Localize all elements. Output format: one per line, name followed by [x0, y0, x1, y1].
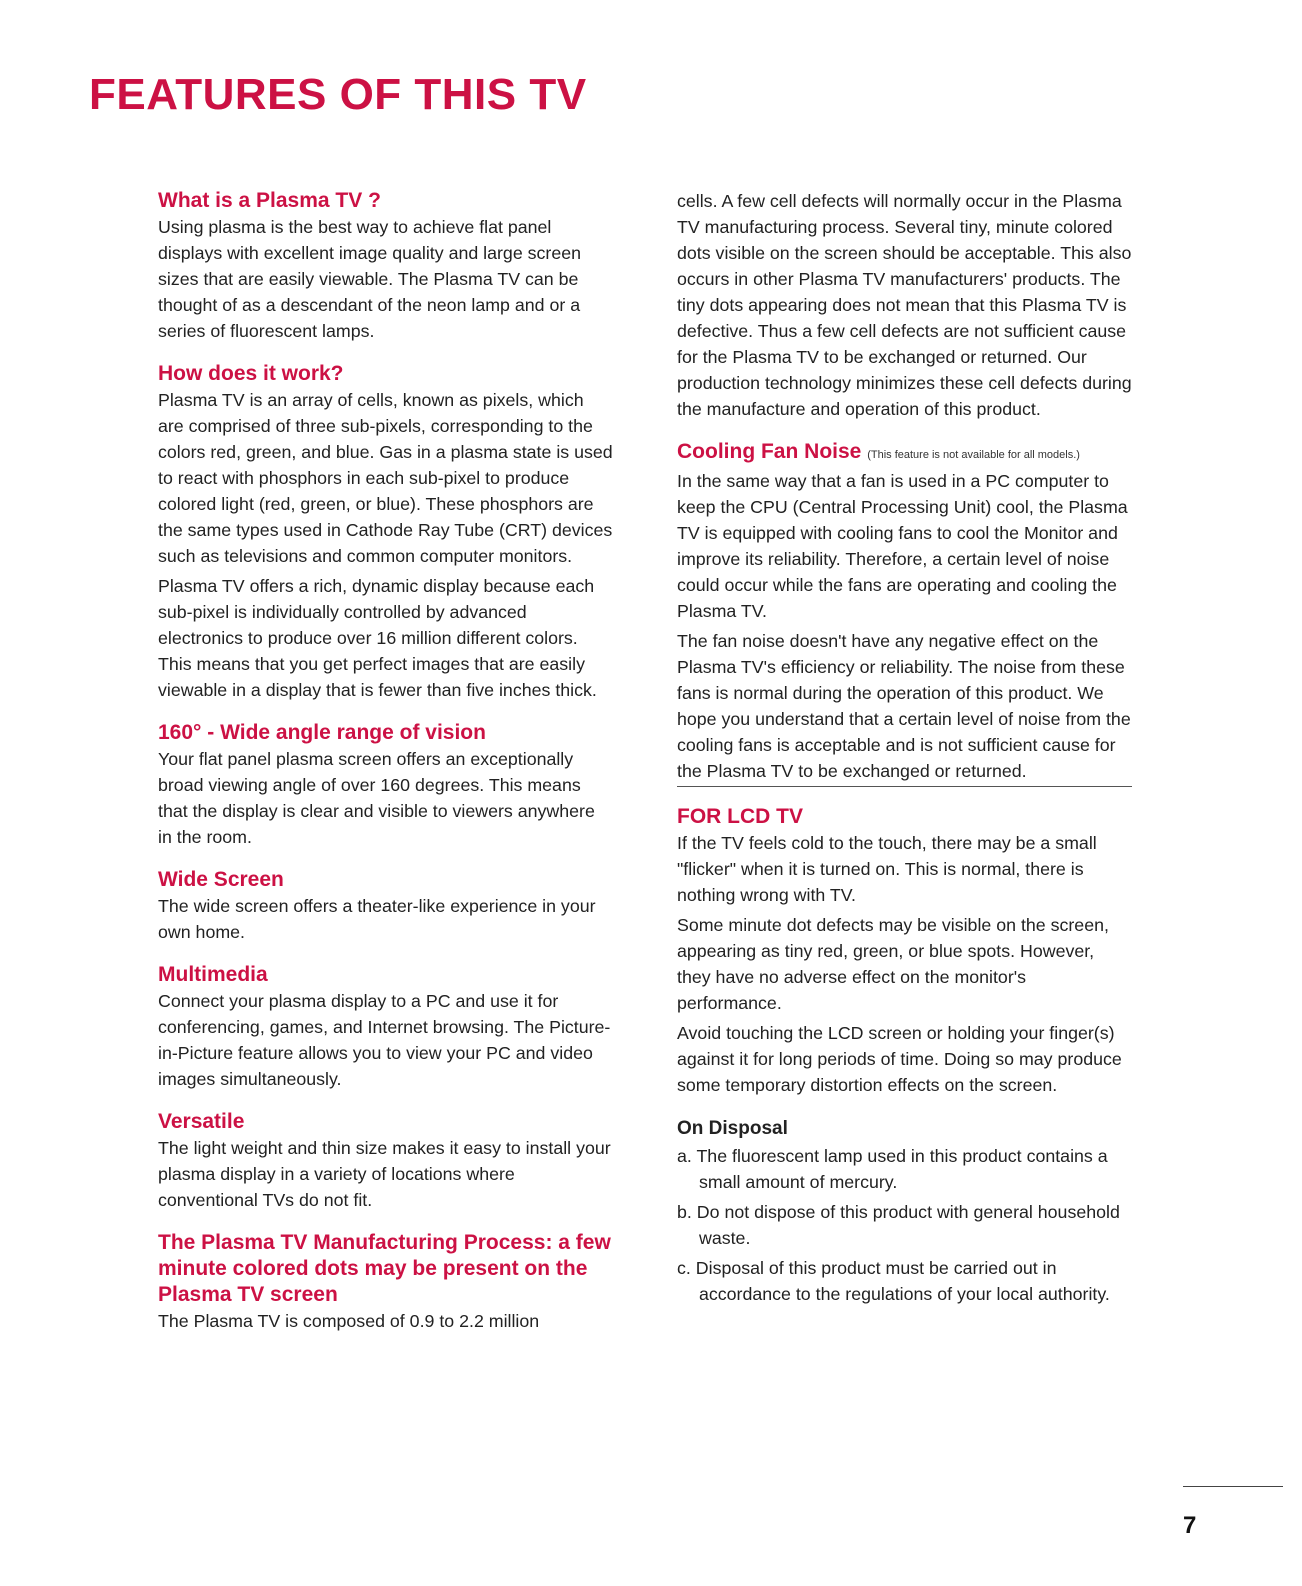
section-text: Connect your plasma display to a PC and use it for conferencing, games, and Internet browsing. The Picture-in-Picture feature allows you to view your PC and video images simultaneously. — [158, 991, 611, 1089]
section-text: Plasma TV is an array of cells, known as pixels, which are comprised of three sub-pixels, corresponding to the colors red, green, and blue. Gas in a plasma state is used to react with phosphors in each sub-pixel to produce colored light (red, green, or blue). These phosphors are the same types used in Cathode Ray Tube (CRT) devices such as televisions and common computer monitors. — [158, 390, 613, 566]
section-disposal — [677, 1115, 1132, 1307]
section-text: Plasma TV offers a rich, dynamic display because each sub-pixel is individually controlled by advanced electronics to produce over 16 million different colors. This means that you get perfect images that are easily viewable in a display that is fewer than five inches thick. — [158, 576, 597, 700]
section-heading: What is a Plasma TV ? — [158, 189, 381, 212]
section-text: Using plasma is the best way to achieve flat panel displays with excellent image quality and large screen sizes that are easily viewable. The Plasma TV can be thought of as a descendant of the neon lamp and or a series of fluorescent lamps. — [158, 217, 582, 341]
section-heading: FOR LCD TV — [677, 805, 803, 828]
section-text: The Plasma TV is composed of 0.9 to 2.2 million — [158, 1311, 540, 1331]
section-text: cells. A few cell defects will normally occur in the Plasma TV manufacturing process. Several tiny, minute colored dots visible on the screen should be acceptable. This also occurs in other Plasma TV manufacturers' products. The tiny dots appearing does not mean that this Plasma TV is defective. Thus a few cell defects are not sufficient cause for the Plasma TV to be exchanged or returned. Our production technology minimizes these cell defects during the manufacture and operation of this product. — [677, 191, 1132, 419]
section-heading: How does it work? — [158, 362, 344, 385]
section-text: Your flat panel plasma screen offers an exceptionally broad viewing angle of over 160 degrees. This means that the display is clear and visible to viewers anywhere in the room. — [158, 749, 595, 847]
section-manufacturing-continued — [677, 188, 1132, 422]
section-divider — [677, 786, 1132, 787]
left-column — [158, 188, 613, 1351]
section-text: Some minute dot defects may be visible on the screen, appearing as tiny red, green, or blue spots. However, they have no adverse effect on the monitor's performance. — [677, 915, 1109, 1013]
section-cooling-fan-noise — [677, 439, 1132, 787]
list-item: a. The fluorescent lamp used in this product contains a small amount of mercury. — [677, 1146, 1108, 1192]
section-multimedia — [158, 962, 613, 1092]
section-heading: 160° - Wide angle range of vision — [158, 721, 486, 744]
list-item: c. Disposal of this product must be carried out in accordance to the regulations of your local authority. — [677, 1258, 1110, 1304]
section-text: The light weight and thin size makes it easy to install your plasma display in a variety of locations where conventional TVs do not fit. — [158, 1138, 611, 1210]
section-heading: Versatile — [158, 1110, 245, 1133]
section-manufacturing-process — [158, 1230, 613, 1334]
section-heading: Multimedia — [158, 963, 268, 986]
right-column — [677, 188, 1132, 1324]
footer-rule — [1183, 1486, 1283, 1487]
list-item: b. Do not dispose of this product with general household waste. — [677, 1202, 1120, 1248]
section-wide-angle — [158, 720, 613, 850]
page-title: FEATURES OF THIS TV — [89, 70, 587, 119]
section-text: Avoid touching the LCD screen or holding your finger(s) against it for long periods of time. Doing so may produce some temporary distortion effects on the screen. — [677, 1023, 1122, 1095]
section-versatile — [158, 1109, 613, 1213]
section-lcd-tv — [677, 804, 1132, 1098]
section-what-is-plasma — [158, 188, 613, 344]
section-text: If the TV feels cold to the touch, there may be a small "flicker" when it is turned on. This is normal, there is nothing wrong with TV. — [677, 833, 1097, 905]
fan-heading-text: Cooling Fan Noise — [677, 440, 862, 463]
section-text: The fan noise doesn't have any negative effect on the Plasma TV's efficiency or reliability. The noise from these fans is normal during the operation of this product. We hope you understand that a certain level of noise from the cooling fans is acceptable and is not sufficient cause for the Plasma TV to be exchanged or returned. — [677, 631, 1131, 781]
section-heading — [677, 439, 1132, 468]
section-heading: Wide Screen — [158, 868, 284, 891]
disposal-heading: On Disposal — [677, 1118, 788, 1139]
section-text: The wide screen offers a theater-like experience in your own home. — [158, 896, 596, 942]
section-how-it-works — [158, 361, 613, 703]
availability-note: (This feature is not available for all models.) — [867, 449, 1080, 461]
page-number: 7 — [1183, 1512, 1197, 1539]
section-wide-screen — [158, 867, 613, 945]
section-heading: The Plasma TV Manufacturing Process: a few minute colored dots may be present on the Plasma TV screen — [158, 1231, 611, 1306]
section-text: In the same way that a fan is used in a PC computer to keep the CPU (Central Processing Unit) cool, the Plasma TV is equipped with cooling fans to cool the Monitor and improve its reliability. Therefore, a certain level of noise could occur while the fans are operating and cooling the Plasma TV. — [677, 471, 1128, 621]
